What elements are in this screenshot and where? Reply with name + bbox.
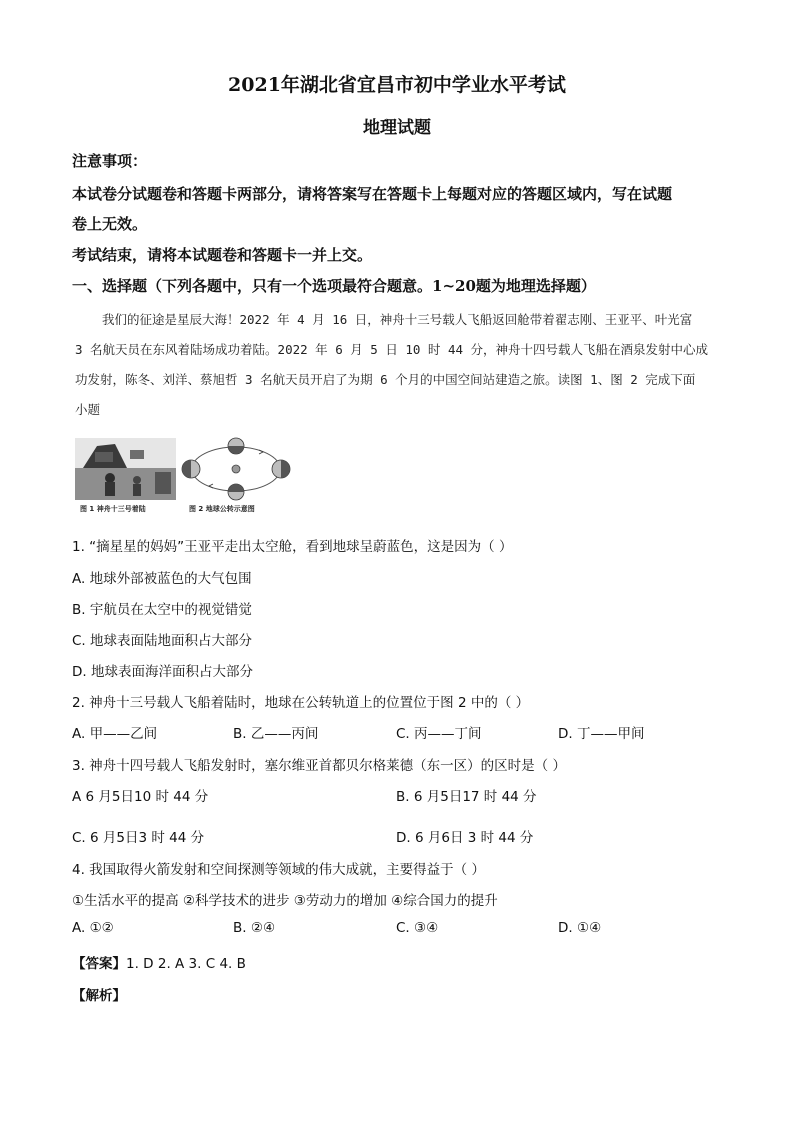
question-2-option-b: B. 乙——丙间	[233, 726, 319, 742]
question-3-option-b: B. 6 月5日17 时 44 分	[396, 789, 537, 805]
question-1-option-b: B. 宇航员在太空中的视觉错觉	[72, 602, 252, 618]
intro-line-3: 功发射，陈冬、刘洋、蔡旭哲 3 名航天员开启了为期 6 个月的中国空间站建造之旅。读图 1、图 2 完成下面	[75, 372, 696, 387]
notice-line-2: 卷上无效。	[72, 215, 148, 233]
question-4-option-a: A. ①②	[72, 920, 114, 936]
section-heading: 一、选择题（下列各题中，只有一个选项最符合题意。1~20题为地理选择题）	[72, 277, 596, 295]
intro-line-2: 3 名航天员在东风着陆场成功着陆。2022 年 6 月 5 日 10 时 44 分，神舟十四号载人飞船在酒泉发射中心成	[75, 342, 709, 357]
question-2-option-d: D. 丁——甲间	[558, 726, 645, 742]
question-2-option-a: A. 甲——乙间	[72, 726, 158, 742]
answer-label: 【答案】	[72, 956, 126, 972]
notice-line-3: 考试结束，请将本试题卷和答题卡一并上交。	[72, 246, 373, 264]
analysis-label: 【解析】	[72, 988, 126, 1004]
question-1-option-a: A. 地球外部被蓝色的大气包围	[72, 571, 252, 587]
question-1-option-d: D. 地球表面海洋面积占大部分	[72, 664, 253, 680]
page-subtitle: 地理试题	[363, 118, 431, 138]
notice-heading: 注意事项：	[72, 152, 148, 170]
question-3-stem: 3. 神舟十四号载人飞船发射时，塞尔维亚首都贝尔格莱德（东一区）的区时是（ ）	[72, 758, 566, 774]
figure-1-landing-photo	[75, 438, 176, 500]
question-4-option-b: B. ②④	[233, 920, 276, 936]
figure-2-caption: 图 2 地球公转示意图	[189, 505, 255, 513]
question-3-option-a: A 6 月5日10 时 44 分	[72, 789, 209, 805]
figure-1-caption: 图 1 神舟十三号着陆	[80, 505, 146, 513]
intro-line-4: 小题	[75, 402, 101, 417]
question-2-stem: 2. 神舟十三号载人飞船着陆时，地球在公转轨道上的位置位于图 2 中的（ ）	[72, 695, 530, 711]
figure-2-earth-orbit-diagram	[181, 436, 291, 502]
question-2-option-c: C. 丙——丁间	[396, 726, 482, 742]
page-title: 2021年湖北省宜昌市初中学业水平考试	[228, 74, 566, 96]
intro-line-1: 我们的征途是星辰大海！2022 年 4 月 16 日，神舟十三号载人飞船返回舱带着翟志刚、王亚平、叶光富	[102, 312, 693, 327]
question-3-option-d: D. 6 月6日 3 时 44 分	[396, 830, 534, 846]
question-4-option-d: D. ①④	[558, 920, 602, 936]
answer-text: 1. D 2. A 3. C 4. B	[126, 956, 246, 972]
question-4-stem: 4. 我国取得火箭发射和空间探测等领域的伟大成就，主要得益于（ ）	[72, 862, 485, 878]
question-3-option-c: C. 6 月5日3 时 44 分	[72, 830, 205, 846]
question-1-option-c: C. 地球表面陆地面积占大部分	[72, 633, 253, 649]
question-1-stem: 1. “摘星星的妈妈”王亚平走出太空舱，看到地球呈蔚蓝色，这是因为（ ）	[72, 539, 513, 555]
notice-line-1: 本试卷分试题卷和答题卡两部分，请将答案写在答题卡上每题对应的答题区域内，写在试题	[72, 185, 673, 203]
question-4-option-c: C. ③④	[396, 920, 439, 936]
question-4-statements: ①生活水平的提高 ②科学技术的进步 ③劳动力的增加 ④综合国力的提升	[72, 893, 498, 909]
answer-line	[72, 952, 246, 972]
